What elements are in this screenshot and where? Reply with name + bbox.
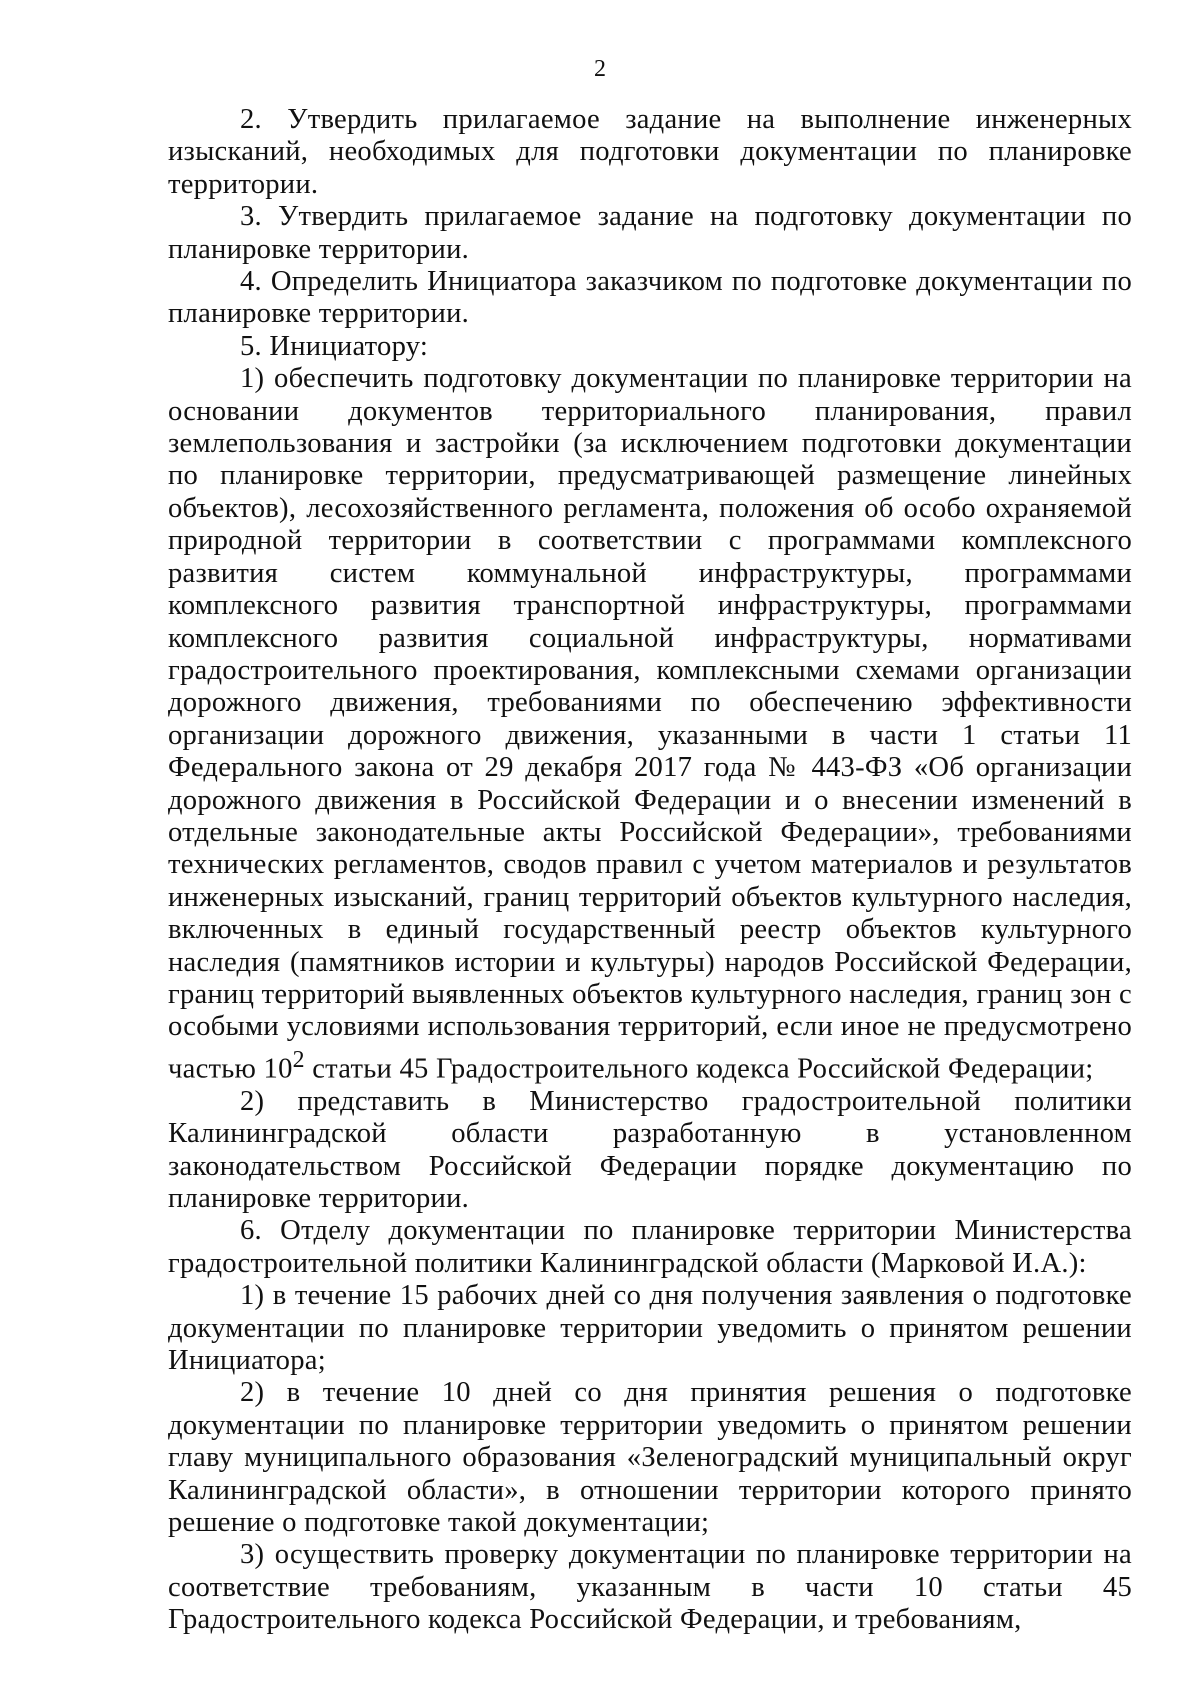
paragraph-initiator-heading: 5. Инициатору: (240, 330, 429, 362)
paragraph-department-heading: 6. Отделу документации по планировке территории Министерства градостроительной политики Калининградской области (Марковой И.А.): (168, 1215, 1132, 1279)
paragraph-department-item-1: 1) в течение 15 рабочих дней со дня получения заявления о подготовке документации по планировке территории уведомить о принятом решении Инициатора; (168, 1280, 1132, 1376)
page-number: 2 (594, 56, 606, 82)
paragraph-initiator-item-2: 2) представить в Министерство градостроительной политики Калининградской области разработанную в установленном законодательством Российской Федерации порядке документацию по планировке территории. (168, 1085, 1132, 1214)
paragraph-approve-survey-task: 2. Утвердить прилагаемое задание на выполнение инженерных изысканий, необходимых для подготовки документации по планировке территории. (168, 104, 1132, 200)
document-body (168, 104, 1132, 1637)
paragraph-define-customer: 4. Определить Инициатора заказчиком по подготовке документации по планировке территории. (168, 266, 1132, 330)
paragraph-department-item-3: 3) осуществить проверку документации по планировке территории на соответствие требованиям, указанным в части 10 статьи 45 Градостроительного кодекса Российской Федерации, и требованиям, (168, 1539, 1132, 1636)
paragraph-approve-planning-task: 3. Утвердить прилагаемое задание на подготовку документации по планировке территории. (168, 201, 1132, 265)
paragraph-initiator-item-1-tail: статьи 45 Градостроительного кодекса Российской Федерации; (304, 1053, 1094, 1085)
superscript-2: 2 (292, 1046, 305, 1073)
paragraph-department-item-2: 2) в течение 10 дней со дня принятия решения о подготовке документации по планировке территории уведомить о принятом решении главу муниципального образования «Зеленоградский муниципальный округ Калининградской области», в отношении территории которого принято решение о подготовке такой документации; (168, 1377, 1132, 1538)
paragraph-initiator-item-1-text: 1) обеспечить подготовку документации по планировке территории на основании документов территориального планирования, правил землепользования и застройки (за исключением подготовки документации по планировке территории, предусматривающей размещение линейных объектов), лесохозяйственного регламента, положения об особо охраняемой природной территории в соответствии с программами комплексного развития систем коммунальной инфраструктуры, программами комплексного развития транспортной инфраструктуры, программами комплексного развития социальной инфраструктуры, нормативами градостроительного проектирования, комплексными схемами организации дорожного движения, требованиями по обеспечению эффективности организации дорожного движения, указанными в части 1 статьи 11 Федерального закона от 29 декабря 2017 года № 443-ФЗ «Об организации дорожного движения в Российской Федерации и о внесении изменений в отдельные законодательные акты Российской Федерации», требованиями технических регламентов, сводов правил с учетом материалов и результатов инженерных изысканий, границ территорий объектов культурного наследия, включенных в единый государственный реестр объектов культурного наследия (памятников истории и культуры) народов Российской Федерации, границ территорий выявленных объектов культурного наследия, границ зон с особыми условиями использования территорий, если иное не предусмотрено частью 10 (168, 363, 1132, 1085)
paragraph-initiator-item-1 (168, 363, 1132, 1085)
